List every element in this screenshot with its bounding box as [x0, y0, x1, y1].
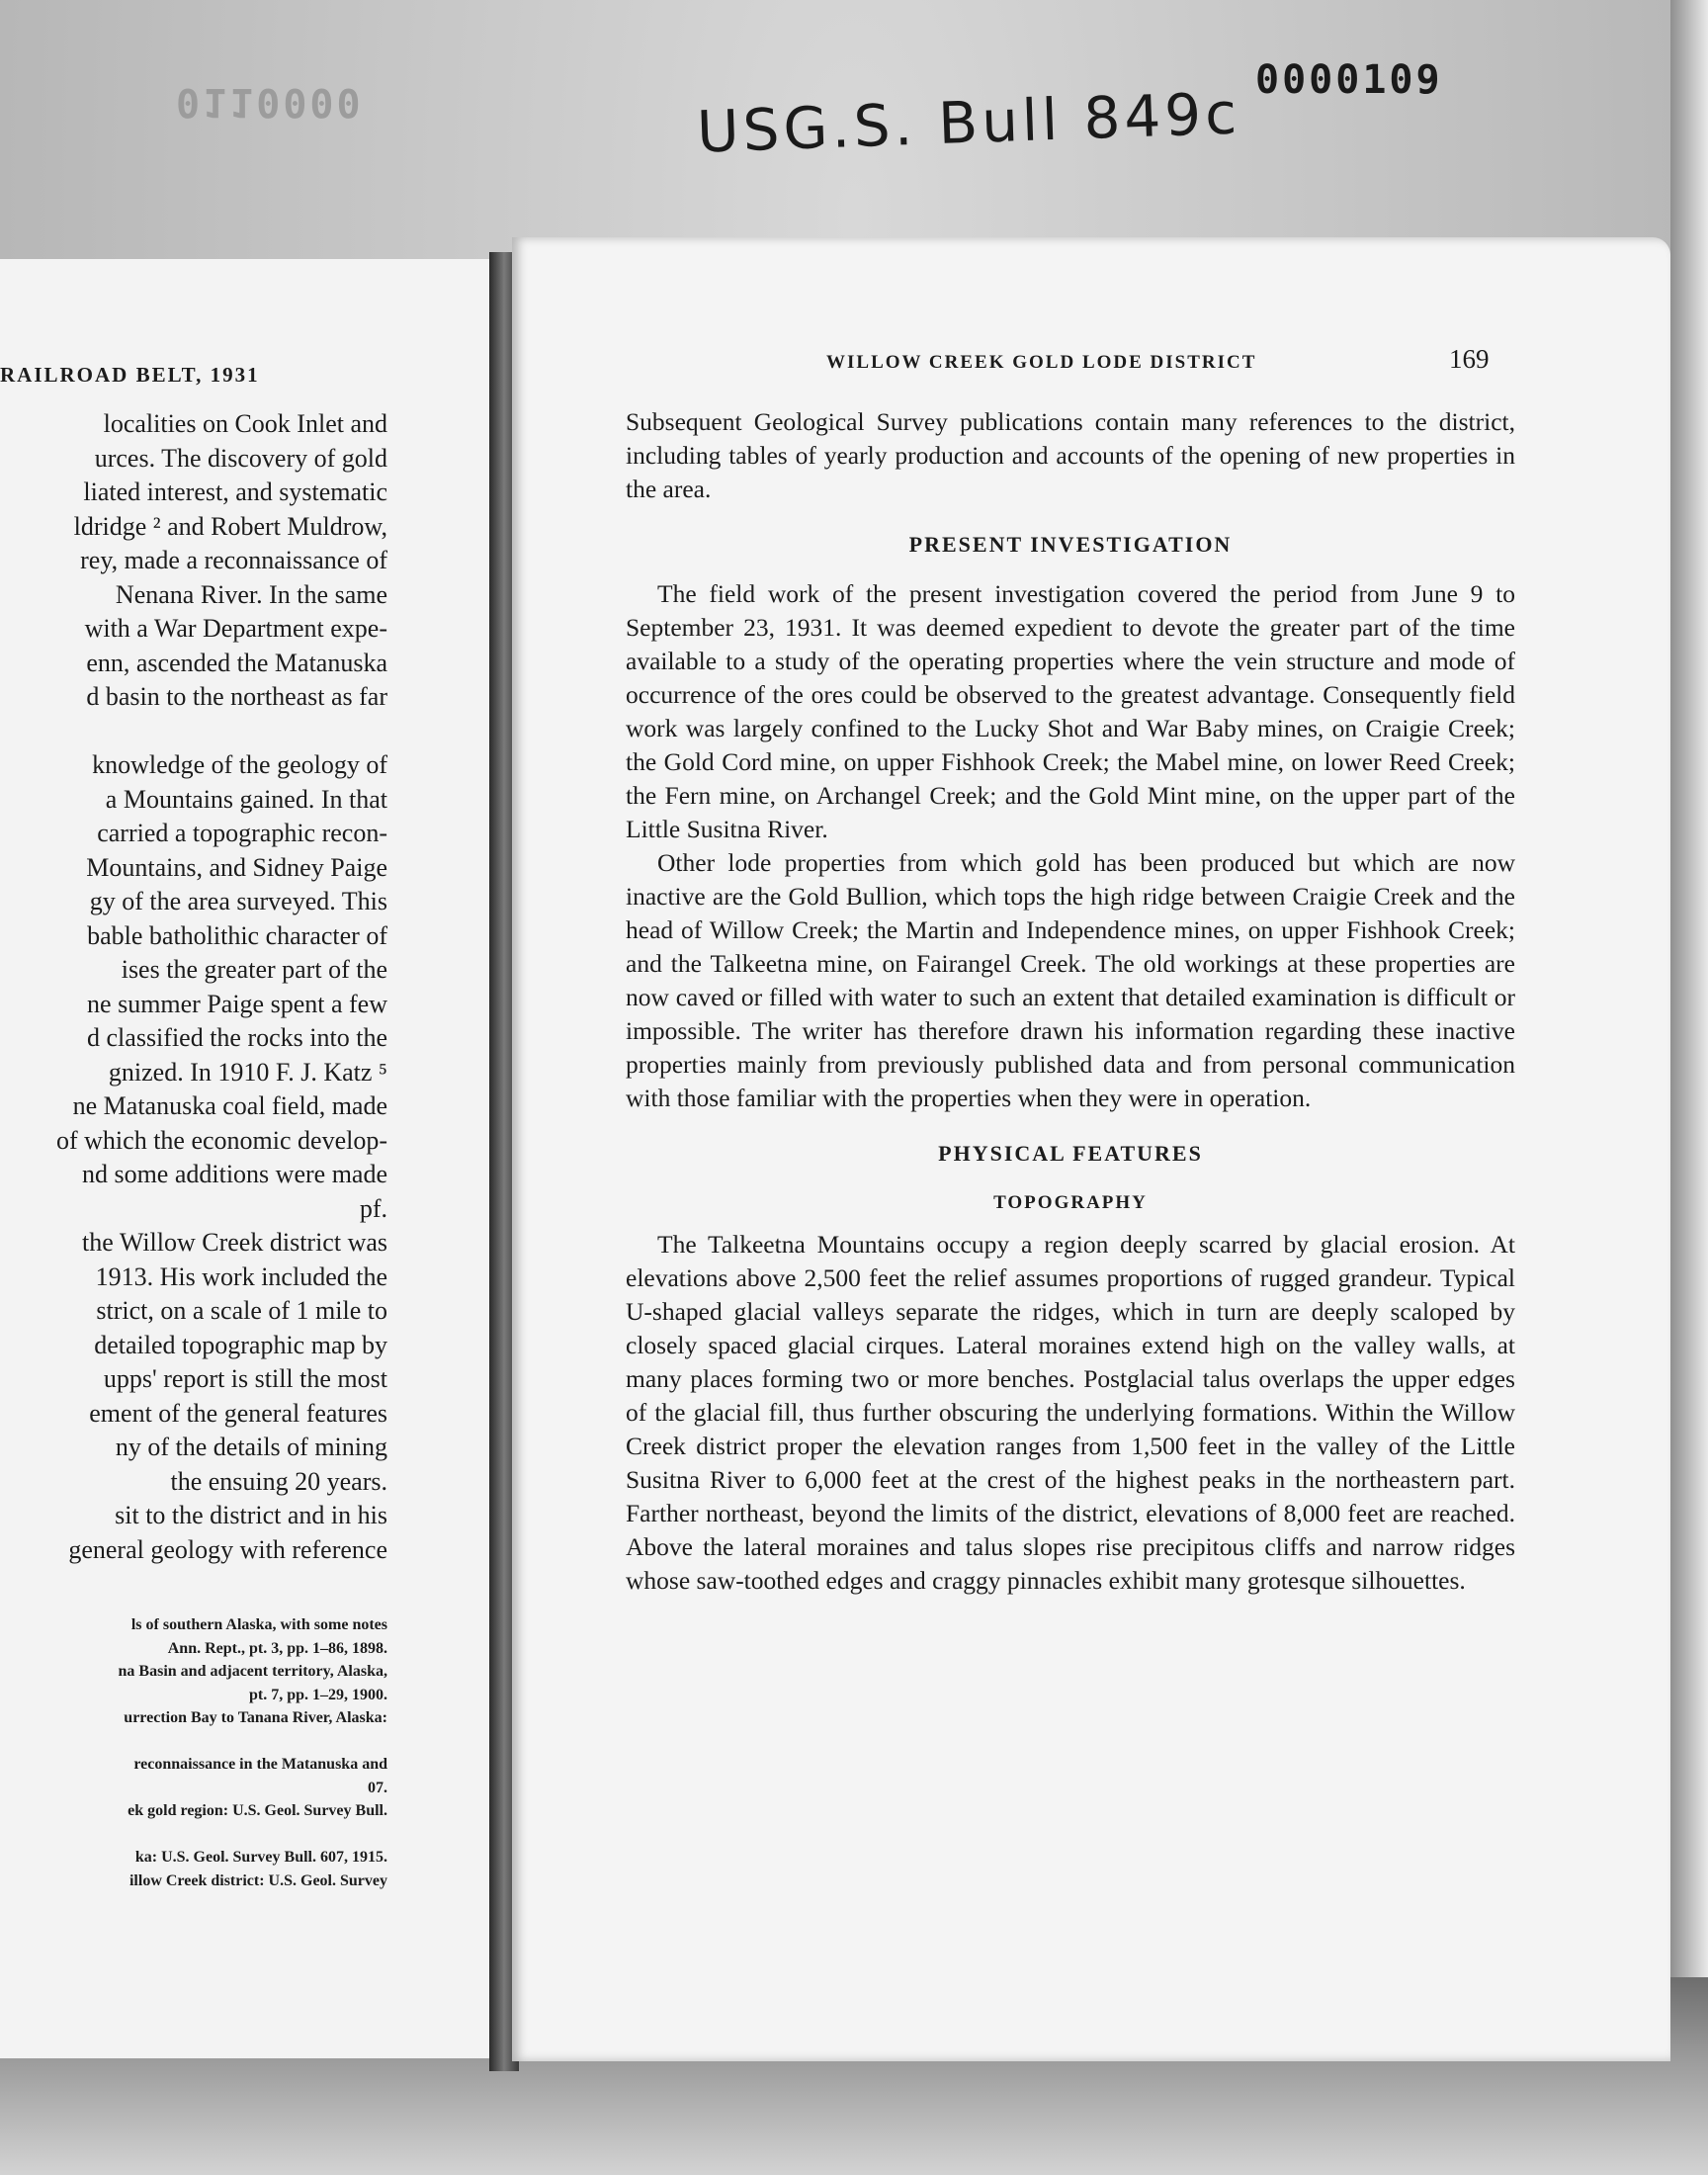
text-line: 1913. His work included the [95, 1262, 387, 1291]
stamp-number: 0000109 [1255, 57, 1443, 103]
text-line: knowledge of the geology of [92, 750, 387, 779]
text-line: na Basin and adjacent territory, Alaska, [118, 1663, 387, 1680]
left-page [0, 259, 496, 2058]
page-number: 169 [1449, 344, 1490, 374]
text-line: nd some additions were made [81, 1160, 387, 1188]
text-line: upps' report is still the most [103, 1364, 387, 1393]
text-line: Mountains, and Sidney Paige [86, 852, 387, 882]
page-body [626, 405, 1515, 1598]
text-line: pt. 7, pp. 1–29, 1900. [248, 1686, 387, 1703]
text-line: gnized. In 1910 F. J. Katz ⁵ [108, 1057, 387, 1087]
right-page [512, 237, 1670, 2061]
text-line: with a War Department expe- [84, 614, 387, 643]
text-line: general geology with reference [68, 1534, 387, 1564]
handwritten-label: USG.S. Bull 849c [695, 79, 1242, 166]
paragraph: The field work of the present investigation covered the period from June 9 to September 23, 1931. It was deemed expedient to devote the greater part of the time available to a study of the operating properties where the vein structure and mode of occurrence of the ores could be observed to the greatest advantage. Consequently field work was largely confined to the Lucky Shot and War Baby mines, on Craigie Creek; the Gold Cord mine, on upper Fishhook Creek; the Mabel mine, on lower Reed Creek; the Fern mine, on Archangel Creek; and the Gold Mint mine, on the upper part of the Little Susitna River. [626, 579, 1515, 843]
intro-paragraph: Subsequent Geological Survey publications contain many references to the district, including tables of yearly production and accounts of the opening of new properties in the area. [626, 407, 1515, 503]
text-line: ka: U.S. Geol. Survey Bull. 607, 1915. [134, 1849, 387, 1866]
text-line: illow Creek district: U.S. Geol. Survey [128, 1871, 387, 1889]
text-line: ne summer Paige spent a few [87, 989, 387, 1018]
text-line: pf. [359, 1193, 387, 1223]
text-line: a Mountains gained. In that [105, 784, 387, 814]
section-heading-present-investigation: PRESENT INVESTIGATION [908, 532, 1233, 557]
text-line: urces. The discovery of gold [94, 443, 387, 473]
text-line: strict, on a scale of 1 mile to [96, 1296, 387, 1325]
text-line: Ann. Rept., pt. 3, pp. 1–86, 1898. [167, 1639, 387, 1657]
text-line: reconnaissance in the Matanuska and [133, 1756, 387, 1773]
text-line: sit to the district and in his [115, 1501, 387, 1529]
subheading-topography: TOPOGRAPHY [993, 1192, 1148, 1213]
section-heading-physical-features: PHYSICAL FEATURES [938, 1141, 1203, 1166]
text-line: ises the greater part of the [121, 955, 387, 984]
text-line: the ensuing 20 years. [170, 1466, 387, 1496]
text-line [0, 715, 387, 749]
running-head: WILLOW CREEK GOLD LODE DISTRICT [826, 352, 1257, 373]
text-line: Nenana River. In the same [115, 579, 387, 609]
text-line: rey, made a reconnaissance of [80, 546, 387, 574]
text-line: localities on Cook Inlet and [103, 409, 387, 438]
text-line: ement of the general features [89, 1398, 387, 1428]
left-page-footnotes [0, 1613, 387, 1892]
text-line: ldridge ² and Robert Muldrow, [73, 511, 387, 541]
text-line: urrection Bay to Tanana River, Alaska: [124, 1709, 387, 1726]
text-line: ek gold region: U.S. Geol. Survey Bull. [128, 1802, 387, 1819]
left-running-head: RAILROAD BELT, 1931 [0, 363, 260, 387]
text-line: d classified the rocks into the [87, 1023, 387, 1052]
paragraph: Other lode properties from which gold has been produced but which are now inactive are the Gold Bullion, which tops the high ridge between Craigie Creek and the head of Willow Creek; the Martin and Independence mines, on upper Fishhook Creek; and the Talkeetna mine, on Fairangel Creek. The old workings at these properties are now caved or filled with water to such an extent that detailed examination is difficult or impossible. The writer has therefore drawn his information regarding these inactive properties mainly from previously published data and from personal communication with those familiar with the properties when they were in operation. [626, 848, 1515, 1112]
text-line: carried a topographic recon- [97, 819, 387, 847]
text-line: ls of southern Alaska, with some notes [130, 1616, 387, 1633]
text-line: detailed topographic map by [94, 1330, 387, 1359]
text-line: enn, ascended the Matanuska [86, 648, 387, 677]
faded-stamp-number: 0110000 [176, 79, 364, 125]
text-line: bable batholithic character of [87, 920, 387, 950]
text-line: ne Matanuska coal field, made [72, 1091, 387, 1120]
text-line: the Willow Creek district was [82, 1228, 387, 1257]
left-page-text [0, 407, 387, 1567]
paragraph: The Talkeetna Mountains occupy a region deeply scarred by glacial erosion. At elevations above 2,500 feet the relief assumes proportions of rugged grandeur. Typical U-shaped glacial valleys separate the ridges, which in turn are deeply scaloped by closely spaced glacial cirques. Lateral moraines extend high on the valley walls, at many places forming two or more benches. Postglacial talus overlaps the upper edges of the glacial fill, thus further obscuring the underlying formations. Within the Willow Creek district proper the elevation ranges from 1,500 feet in the valley of the Little Susitna River to 6,000 feet at the crest of the highest peaks in the northeastern part. Farther northeast, beyond the limits of the district, elevations of 8,000 feet are reached. Above the lateral moraines and talus slopes rise precipitous cliffs and narrow ridges whose saw-toothed edges and craggy pinnacles exhibit many grotesque silhouettes. [626, 1230, 1515, 1595]
text-line: ny of the details of mining [115, 1433, 387, 1461]
text-line: gy of the area surveyed. This [89, 887, 387, 915]
text-line [0, 1823, 387, 1847]
text-line: of which the economic develop- [56, 1125, 387, 1155]
text-line: 07. [368, 1779, 387, 1796]
page-edge-shadow [1670, 0, 1708, 2175]
text-line: d basin to the northeast as far [86, 682, 387, 711]
text-line: liated interest, and systematic [83, 478, 387, 506]
text-line [0, 1730, 387, 1754]
